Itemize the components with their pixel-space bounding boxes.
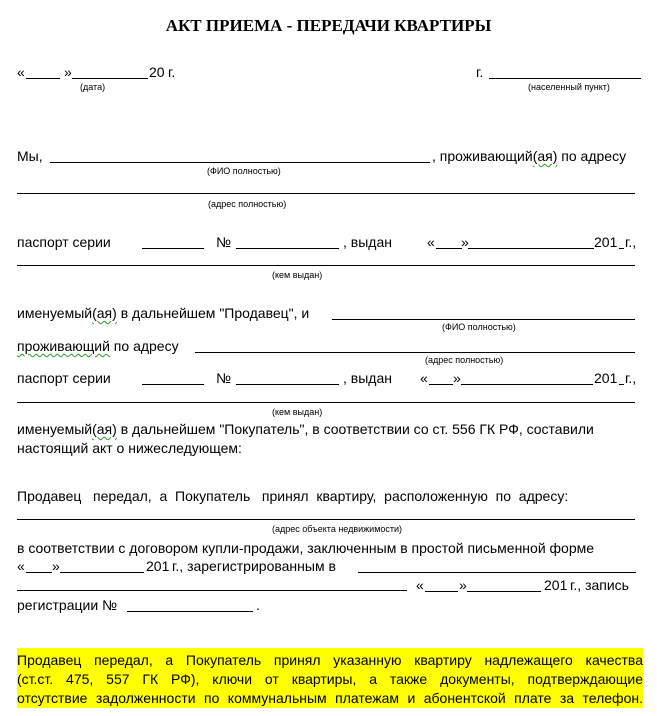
day-field[interactable] xyxy=(26,78,60,79)
buyer-address-field[interactable] xyxy=(195,352,635,353)
reg-number-field[interactable] xyxy=(127,611,253,612)
buyer-issued-by-field[interactable] xyxy=(17,402,635,403)
seller-fio-field[interactable] xyxy=(50,162,430,163)
seller-passport-number-field[interactable] xyxy=(236,248,339,249)
buyer-hereinafter-line1: именуемый(ая) в дальнейшем "Покупатель", в соответствии со ст. 556 ГК РФ, составили xyxy=(17,421,594,437)
highlight-line3: отсутствие задолженности по коммунальным платежам и абонентской плате за телефон. xyxy=(17,690,643,706)
seller-address-caption: (адрес полностью) xyxy=(208,199,287,209)
seller-number-sign: № xyxy=(216,234,232,250)
seller-issued-by-field[interactable] xyxy=(17,265,635,266)
month-field[interactable] xyxy=(72,78,148,79)
buyer-issue-year-field[interactable] xyxy=(619,384,624,385)
we-label: Мы, xyxy=(17,148,43,164)
transfer-line1: Продавец передал, а Покупатель принял квартиру, расположенную по адресу: xyxy=(17,488,569,504)
contract-day-field[interactable] xyxy=(26,572,52,573)
object-address-field[interactable] xyxy=(17,519,635,520)
buyer-issue-year-suffix: г., xyxy=(625,370,637,386)
seller-address-field[interactable] xyxy=(17,193,635,194)
buyer-hereinafter-line2: настоящий акт о нижеследующем: xyxy=(17,440,242,456)
highlight-line2: (ст.ст. 475, 557 ГК РФ), ключи от квартиры, а также документы, подтверждающие xyxy=(17,671,643,687)
contract-open-quote: « xyxy=(17,558,25,574)
contract-year: 201 xyxy=(146,558,170,574)
seller-residing-label: , проживающий(ая) по адресу xyxy=(432,148,627,164)
seller-issue-open-quote: « xyxy=(427,234,435,250)
contract-month-field[interactable] xyxy=(60,572,144,573)
seller-issued-label: , выдан xyxy=(343,234,392,250)
date-caption: (дата) xyxy=(80,82,106,92)
city-caption: (населенный пункт) xyxy=(528,82,610,92)
seller-issue-year-field[interactable] xyxy=(619,248,624,249)
seller-passport-series-field[interactable] xyxy=(142,248,204,249)
seller-issue-day-field[interactable] xyxy=(436,248,462,249)
buyer-fio-caption: (ФИО полностью) xyxy=(442,322,516,332)
registered-label: г., зарегистрированным в xyxy=(172,558,336,574)
date-open-quote: « xyxy=(17,64,25,80)
seller-issue-year-suffix: г., xyxy=(625,234,637,250)
year-suffix: г. xyxy=(168,64,176,80)
buyer-residing-label: проживающий по адресу xyxy=(17,338,179,354)
seller-hereinafter: именуемый(ая) в дальнейшем "Продавец", и xyxy=(17,305,310,321)
buyer-address-caption: (адрес полностью) xyxy=(425,355,504,365)
record-close-quote: » xyxy=(459,577,467,593)
document-title: АКТ ПРИЕМА - ПЕРЕДАЧИ КВАРТИРЫ xyxy=(165,16,492,35)
buyer-issue-day-field[interactable] xyxy=(429,384,453,385)
seller-passport-label: паспорт серии xyxy=(17,234,111,250)
object-address-caption: (адрес объекта недвижимости) xyxy=(272,524,403,534)
seller-issue-year: 201 xyxy=(594,234,618,250)
buyer-issue-year: 201 xyxy=(594,370,618,386)
buyer-passport-number-field[interactable] xyxy=(236,384,339,385)
record-open-quote: « xyxy=(416,577,424,593)
seller-issued-by-caption: (кем выдан) xyxy=(272,270,323,280)
buyer-issue-close-quote: » xyxy=(453,370,461,386)
seller-issue-close-quote: » xyxy=(461,234,469,250)
highlight-line1: Продавец передал, а Покупатель принял указанную квартиру надлежащего качества xyxy=(17,652,643,668)
year-prefix: 20 xyxy=(149,64,165,80)
record-month-field[interactable] xyxy=(467,591,541,592)
record-label: г., запись xyxy=(570,577,629,593)
city-field[interactable] xyxy=(489,78,641,79)
buyer-passport-series-field[interactable] xyxy=(142,384,204,385)
buyer-passport-label: паспорт серии xyxy=(17,370,111,386)
record-year: 201 xyxy=(544,577,568,593)
contract-line: в соответствии с договором купли-продажи, заключенным в простой письменной форме xyxy=(17,540,595,556)
reg-number-label: регистрации № xyxy=(17,597,118,613)
buyer-number-sign: № xyxy=(216,370,232,386)
registration-body-field[interactable] xyxy=(358,572,636,573)
reg-number-period: . xyxy=(256,597,260,613)
buyer-issued-label: , выдан xyxy=(343,370,392,386)
seller-issue-month-field[interactable] xyxy=(468,248,594,249)
date-close-quote: » xyxy=(64,64,72,80)
buyer-fio-field[interactable] xyxy=(332,319,635,320)
record-day-field[interactable] xyxy=(425,591,458,592)
city-prefix: г. xyxy=(476,64,484,80)
buyer-issued-by-caption: (кем выдан) xyxy=(272,407,323,417)
buyer-issue-month-field[interactable] xyxy=(461,384,593,385)
registration-body-field-2[interactable] xyxy=(17,590,407,591)
seller-fio-caption: (ФИО полностью) xyxy=(207,166,281,176)
buyer-issue-open-quote: « xyxy=(420,370,428,386)
contract-close-quote: » xyxy=(52,558,60,574)
